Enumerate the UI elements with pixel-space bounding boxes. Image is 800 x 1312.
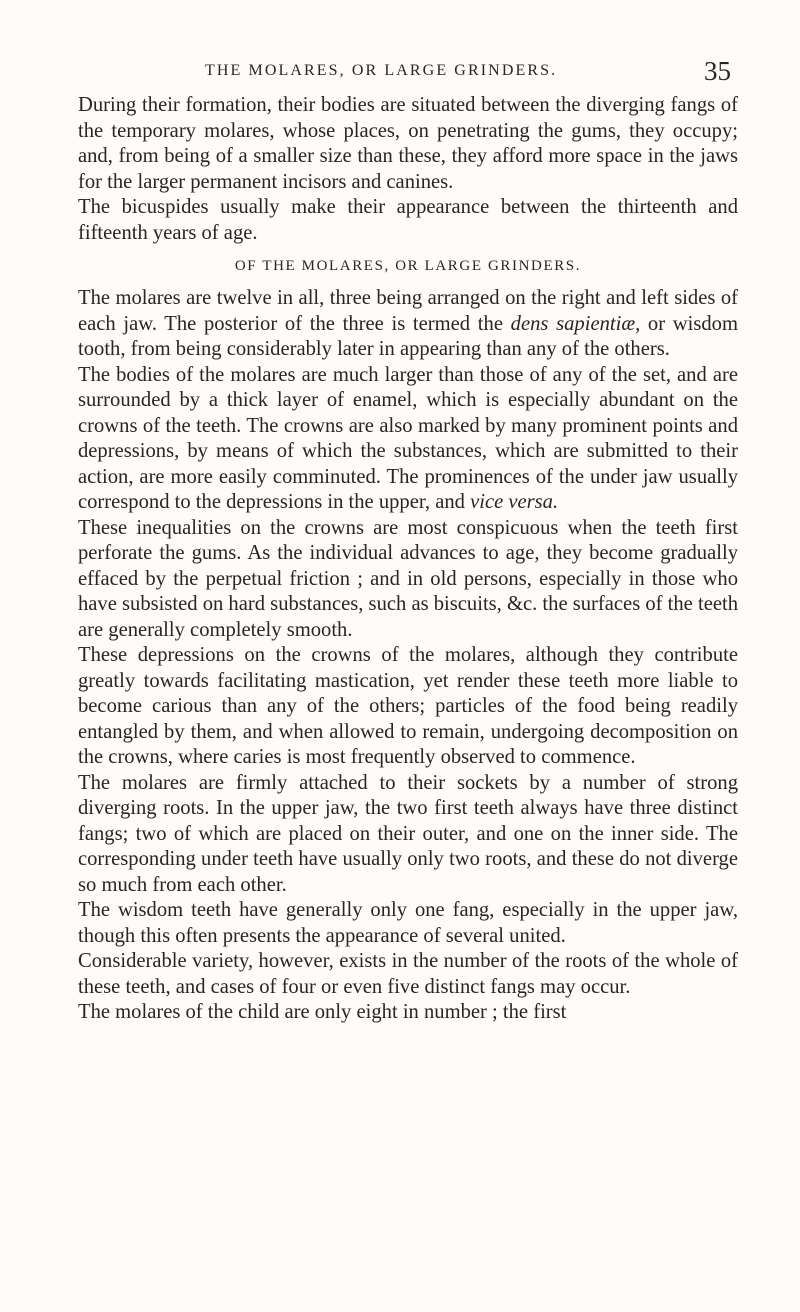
italic-term: dens sapientiæ, bbox=[510, 312, 641, 335]
paragraph bbox=[78, 363, 738, 516]
text-run: The molares are twelve in all, three being arranged on the right and left sides of each jaw. The posterior of the three is termed the bbox=[78, 287, 738, 335]
paragraph: The wisdom teeth have generally only one fang, especially in the upper jaw, though this often presents the appearance of several united. bbox=[78, 899, 738, 947]
text-run: The bodies of the molares are much larger than those of any of the set, and are surrounded by a thick layer of enamel, which is especially abundant on the crowns of the teeth. The crowns are also marked by many prominent points and depressions, by means of which the substances, which are submitted to their action, are more easily comminuted. The prominences of the under jaw usually correspond to the depressions in the upper, and bbox=[78, 363, 738, 513]
paragraph: The bicuspides usually make their appearance between the thirteenth and fifteenth years of age. bbox=[78, 196, 738, 244]
text-run: or wisdom tooth, from being considerably later in appearing than any of the others. bbox=[78, 312, 738, 360]
paragraph: These inequalities on the crowns are most conspicuous when the teeth first perforate the gums. As the individual advances to age, they become gradually effaced by the perpetual friction ; and in old persons, especially in those who have subsisted on hard substances, such as biscuits, &c. the surfaces of the teeth are generally completely smooth. bbox=[78, 516, 738, 641]
paragraph: The molares are firmly attached to their sockets by a number of strong diverging roots. In the upper jaw, the two first teeth always have three distinct fangs; two of which are placed on their outer, and one on the inner side. The corresponding under teeth have usually only two roots, and these do not diverge so much from each other. bbox=[78, 771, 738, 896]
paragraph bbox=[78, 286, 738, 363]
section-heading: OF THE MOLARES, OR LARGE GRINDERS. bbox=[234, 258, 582, 274]
italic-term: vice versa. bbox=[470, 491, 559, 513]
paragraph: The molares of the child are only eight in number ; the first bbox=[78, 1001, 567, 1023]
paragraph: During their formation, their bodies are situated between the diverging fangs of the temporary molares, whose places, on penetrating the gums, they occupy; and, from being of a smaller size than these, they afford more space in the jaws for the larger permanent incisors and canines. bbox=[78, 94, 738, 193]
running-head: THE MOLARES, OR LARGE GRINDERS. bbox=[205, 62, 558, 79]
page-number: 35 bbox=[704, 56, 731, 86]
page-header bbox=[0, 56, 800, 86]
paragraph: These depressions on the crowns of the molares, although they contribute greatly towards facilitating mastication, yet render these teeth more liable to become carious than any of the others; particles of the food being readily entangled by them, and when allowed to remain, undergoing decomposition on the crowns, where caries is most frequently observed to commence. bbox=[78, 644, 738, 768]
paragraph: Considerable variety, however, exists in the number of the roots of the whole of these teeth, and cases of four or even five distinct fangs may occur. bbox=[78, 950, 738, 998]
body-text bbox=[78, 93, 738, 1026]
